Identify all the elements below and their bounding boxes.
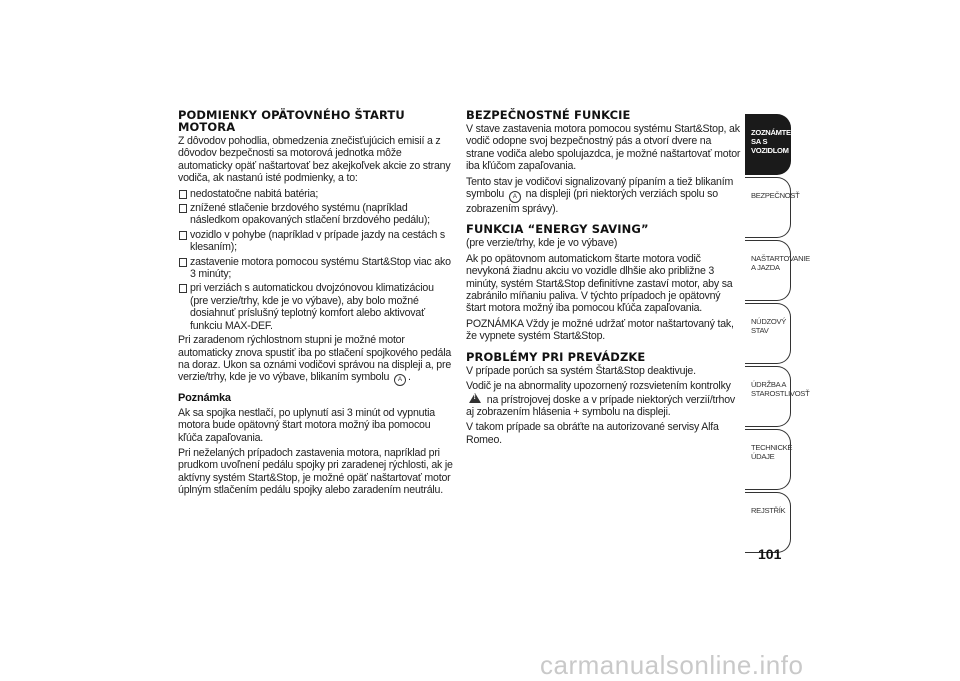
list-item: nedostatočne nabitá batéria; [178,188,453,200]
list-item: zastavenie motora pomocou systému Start&Stop viac ako 3 minúty; [178,256,453,281]
start-stop-symbol-icon: A [509,191,521,203]
paragraph-end: . [407,371,411,384]
service-paragraph: V takom prípade sa obráťte na autorizované servisy Alfa Romeo. [466,421,719,446]
page-number: 101 [758,546,782,562]
note-paragraph: Ak sa spojka nestlačí, po uplynutí asi 3 minút od vypnutia motora bude opätovný štart motora možný iba pomocou kľúča zapaľovania. [178,406,435,444]
right-column [466,109,741,449]
paragraph-gear [178,334,453,386]
warning-triangle-icon [469,393,481,403]
paragraph-text: Pri zaradenom rýchlostnom stupni je možné motor automaticky znova spustiť iba po stlačení spojkového pedála na doraz. Ukon sa oznámi vodičovi správou na displeji a, pre verzie/trhy, kde je vo výbave, blikaním symbolu [178,334,452,384]
section-title-energy: FUNKCIA “ENERGY SAVING” [466,222,649,237]
chapter-tabs [745,114,810,555]
tab-vehicle[interactable]: ZOZNÁMTE SA S VOZIDLOM [745,114,791,175]
watermark: carmanualsonline.info [540,650,804,680]
left-column [178,109,453,500]
paragraph-text: na prístrojovej doske a v prípade niektorých verzií/trhov aj zobrazením hlásenia + symbolu na displeji. [466,393,736,418]
list-item: vozidlo v pohybe (napríklad v prípade jazdy na cestách s klesaním); [178,229,453,254]
tab-safety[interactable]: BEZPEČNOSŤ [745,177,791,238]
start-stop-symbol-icon: A [394,374,406,386]
tab-technical-data[interactable]: TECHNICKÉ ÚDAJE [745,429,791,490]
note-paragraph: POZNÁMKA Vždy je možné udržať motor naštartovaný tak, že vypnete systém Start&Stop. [466,317,734,343]
paragraph-text: Tento stav je vodičovi signalizovaný pípaním a tiež blikaním symbolu [466,175,734,201]
intro-paragraph: Z dôvodov pohodlia, obmedzenia znečisťujúcich emisií a z dôvodov bezpečnosti sa motorová jednotka môže automaticky opäť naštartovať bez akejkoľvek akcie zo strany vodiča, ak nastanú isté podmienky, a to: [178,135,451,185]
note-heading: Poznámka [178,392,231,405]
paragraph-text: Vodič je na abnormality upozornený rozsvietením kontrolky [466,380,731,393]
tab-maintenance[interactable]: ÚDRŽBA A STAROSTLIVOSŤ [745,366,791,427]
tab-emergency[interactable]: NÚDZOVÝ STAV [745,303,791,364]
subtitle: (pre verzie/trhy, kde je vo výbave) [466,237,618,250]
paragraph-text: na displeji (pri niektorých verziách spolu so zobrazením správy). [466,188,718,216]
tab-starting-driving[interactable]: NAŠTARTOVANIE A JAZDA [745,240,791,301]
signal-paragraph [466,176,741,216]
section-title-problems: PROBLÉMY PRI PREVÁDZKE [466,349,646,364]
section-title-restart: PODMIENKY OPÄTOVNÉHO ŠTARTU MOTORA [178,108,405,134]
energy-paragraph: Ak po opätovnom automatickom štarte motora vodič nevykoná žiadnu akciu vo vozidle dlhšie ako približne 3 minúty, systém Start&Stop definitívne zastaví motor, aby sa zabránilo míňaniu paliva. V týchto prípadoch je opätovný štart motora možný iba pomocou kľúča zapaľovania. [466,252,733,315]
stall-paragraph: Pri neželaných prípadoch zastavenia motora, napríklad pri prudkom uvoľnení pedálu spojky pri zaradenej rýchlosti, ak je aktívny systém Start&Stop, je možné opäť naštartovať motor úplným stlačením pedálu spojky alebo zaradením neutrálu. [178,446,453,497]
warning-paragraph [466,380,741,418]
problems-paragraph: V prípade porúch sa systém Štart&Stop deaktivuje. [466,364,696,377]
safety-paragraph: V stave zastavenia motora pomocou systému Start&Stop, ak vodič odopne svoj bezpečnostný pás a otvorí dvere na strane vodiča alebo spolujazdca, je možné naštartovať motor iba kľúčom zapaľovania. [466,123,741,173]
list-item: pri verziách s automatickou dvojzónovou klimatizáciou (pre verzie/trhy, kde je vo výbave), aby bolo možné dosiahnuť príslušný teplotný komfort alebo aktivovať funkciu MAX-DEF. [178,282,453,332]
list-item: znížené stlačenie brzdového systému (napríklad následkom opakovaných stlačení brzdového pedálu); [178,202,453,227]
tab-index[interactable]: REJSTŘÍK [745,492,791,553]
section-title-safety: BEZPEČNOSTNÉ FUNKCIE [466,108,631,122]
